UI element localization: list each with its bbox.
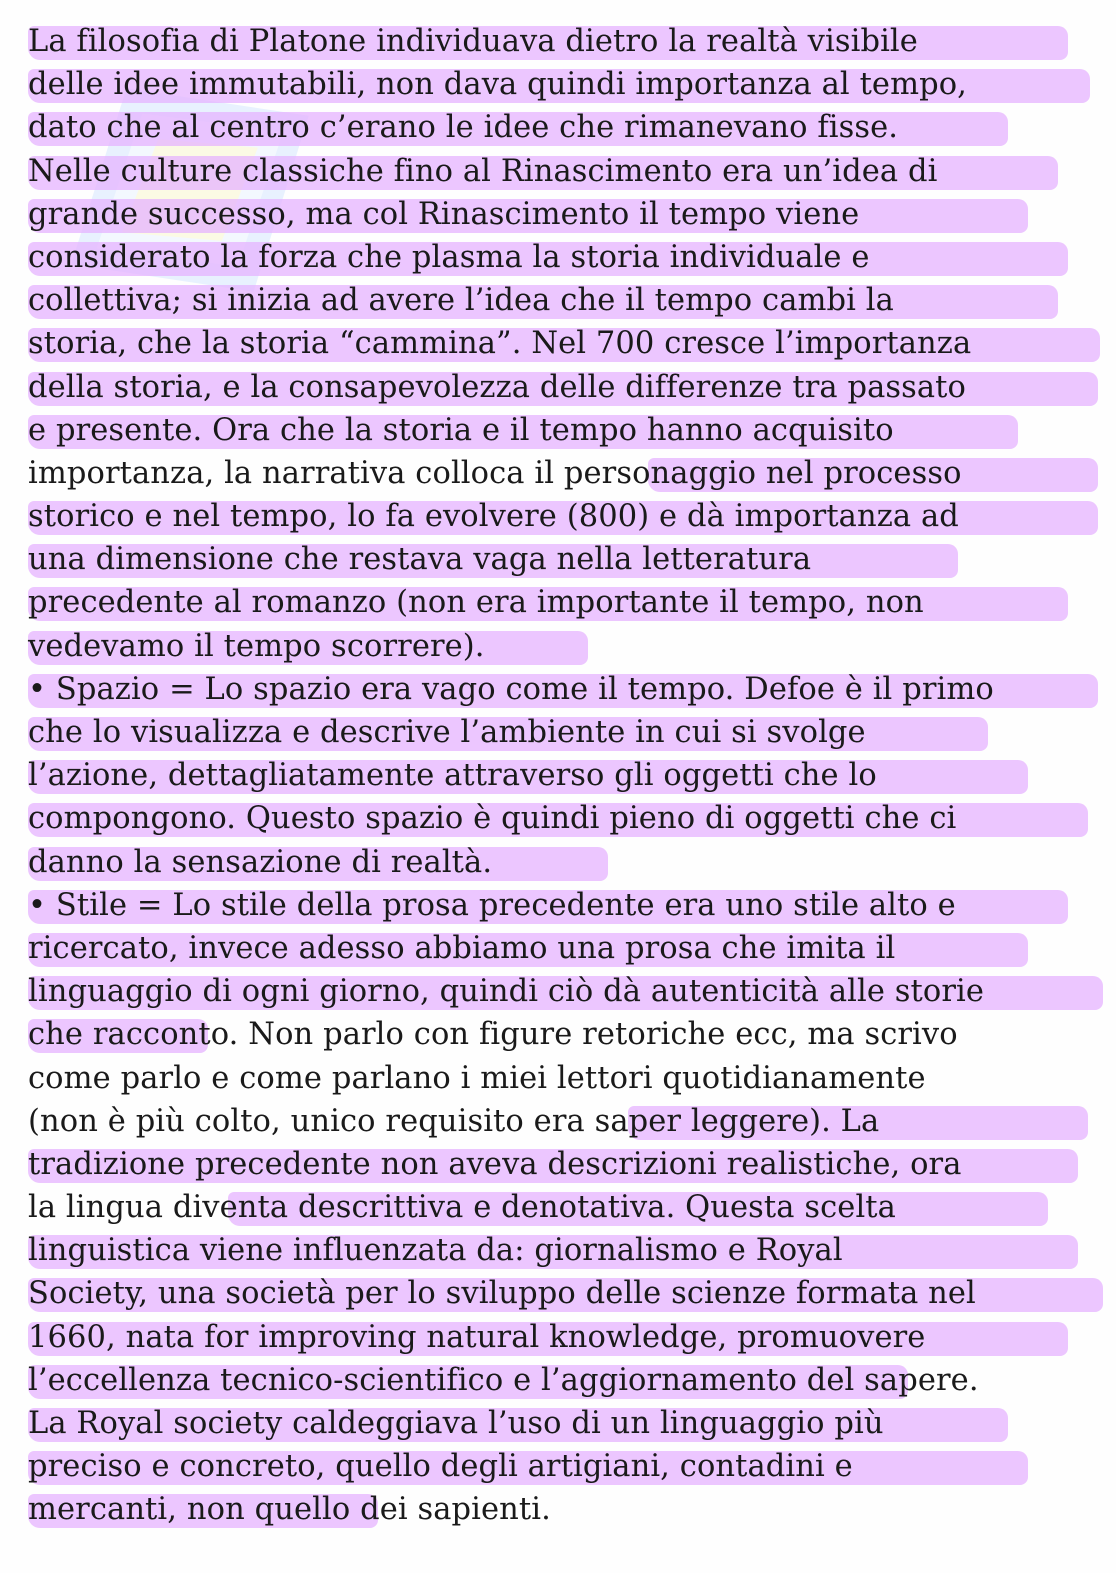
line-text: ricercato, invece adesso abbiamo una prosa che imita il	[28, 930, 896, 966]
text-line	[28, 1229, 1108, 1272]
line-text: • Stile = Lo stile della prosa precedente era uno stile alto e	[28, 887, 956, 923]
text-line	[28, 20, 1108, 63]
text-line	[28, 841, 1108, 884]
text-line	[28, 1316, 1108, 1359]
line-text: delle idee immutabili, non dava quindi importanza al tempo,	[28, 67, 967, 103]
text-line	[28, 1186, 1108, 1229]
text-line	[28, 884, 1108, 927]
line-text: La Royal society caldeggiava l’uso di un linguaggio più	[28, 1406, 884, 1441]
text-line	[28, 1143, 1108, 1186]
line-text: una dimensione che restava vaga nella letteratura	[28, 542, 812, 578]
text-line	[28, 193, 1108, 236]
text-line	[28, 409, 1108, 452]
text-line	[28, 1359, 1108, 1402]
line-text: l’eccellenza tecnico-scientifico e l’aggiornamento del sapere.	[28, 1362, 979, 1398]
text-line	[28, 538, 1108, 581]
line-text: preciso e concreto, quello degli artigiani, contadini e	[28, 1449, 853, 1485]
line-text: danno la sensazione di realtà.	[28, 844, 493, 880]
line-text: che lo visualizza e descrive l’ambiente in cui si svolge	[28, 715, 866, 750]
text-line	[28, 279, 1108, 322]
line-text: mercanti, non quello dei sapienti.	[28, 1492, 551, 1528]
text-line	[28, 495, 1108, 538]
text-line	[28, 322, 1108, 365]
line-text: • Spazio = Lo spazio era vago come il tempo. Defoe è il primo	[28, 671, 994, 707]
line-text: come parlo e come parlano i miei lettori quotidianamente	[28, 1060, 926, 1096]
line-text: e presente. Ora che la storia e il tempo hanno acquisito	[28, 412, 894, 448]
text-line	[28, 236, 1108, 279]
text-line	[28, 625, 1108, 668]
text-line	[28, 150, 1108, 193]
text-line	[28, 106, 1108, 149]
line-text: considerato la forza che plasma la storia individuale e	[28, 239, 870, 275]
document-body	[28, 20, 1108, 1532]
line-text: importanza, la narrativa colloca il personaggio nel processo	[28, 455, 962, 491]
line-text: dato che al centro c’erano le idee che rimanevano fisse.	[28, 110, 899, 146]
text-line	[28, 581, 1108, 624]
line-text: precedente al romanzo (non era importante il tempo, non	[28, 585, 924, 621]
line-text: Nelle culture classiche fino al Rinascimento era un’idea di	[28, 153, 938, 189]
text-line	[28, 452, 1108, 495]
text-line	[28, 711, 1108, 754]
line-text: grande successo, ma col Rinascimento il tempo viene	[28, 196, 860, 232]
text-line	[28, 1013, 1108, 1056]
line-text: compongono. Questo spazio è quindi pieno di oggetti che ci	[28, 801, 957, 837]
line-text: tradizione precedente non aveva descrizioni realistiche, ora	[28, 1146, 962, 1182]
text-line	[28, 668, 1108, 711]
line-text: vedevamo il tempo scorrere).	[28, 628, 485, 664]
text-line	[28, 797, 1108, 840]
line-text: l’azione, dettagliatamente attraverso gli oggetti che lo	[28, 758, 877, 794]
text-line	[28, 366, 1108, 409]
line-text: storia, che la storia “cammina”. Nel 700 cresce l’importanza	[28, 326, 972, 362]
line-text: La filosofia di Platone individuava dietro la realtà visibile	[28, 24, 918, 59]
line-text: (non è più colto, unico requisito era saper leggere). La	[28, 1103, 880, 1139]
text-line	[28, 1057, 1108, 1100]
text-line	[28, 927, 1108, 970]
line-text: la lingua diventa descrittiva e denotativa. Questa scelta	[28, 1190, 896, 1226]
line-text: che racconto. Non parlo con figure retoriche ecc, ma scrivo	[28, 1017, 958, 1053]
text-line	[28, 754, 1108, 797]
line-text: 1660, nata for improving natural knowledge, promuovere	[28, 1319, 926, 1355]
text-line	[28, 1488, 1108, 1531]
line-text: storico e nel tempo, lo fa evolvere (800) e dà importanza ad	[28, 499, 959, 535]
text-line	[28, 1402, 1108, 1445]
line-text: collettiva; si inizia ad avere l’idea che il tempo cambi la	[28, 283, 894, 319]
line-text: Society, una società per lo sviluppo delle scienze formata nel	[28, 1276, 976, 1312]
text-line	[28, 1100, 1108, 1143]
line-text: linguaggio di ogni giorno, quindi ciò dà autenticità alle storie	[28, 974, 985, 1010]
text-line	[28, 970, 1108, 1013]
line-text: della storia, e la consapevolezza delle differenze tra passato	[28, 369, 966, 405]
line-text: linguistica viene influenzata da: giornalismo e Royal	[28, 1233, 843, 1269]
text-line	[28, 1445, 1108, 1488]
text-line	[28, 63, 1108, 106]
text-line	[28, 1272, 1108, 1315]
